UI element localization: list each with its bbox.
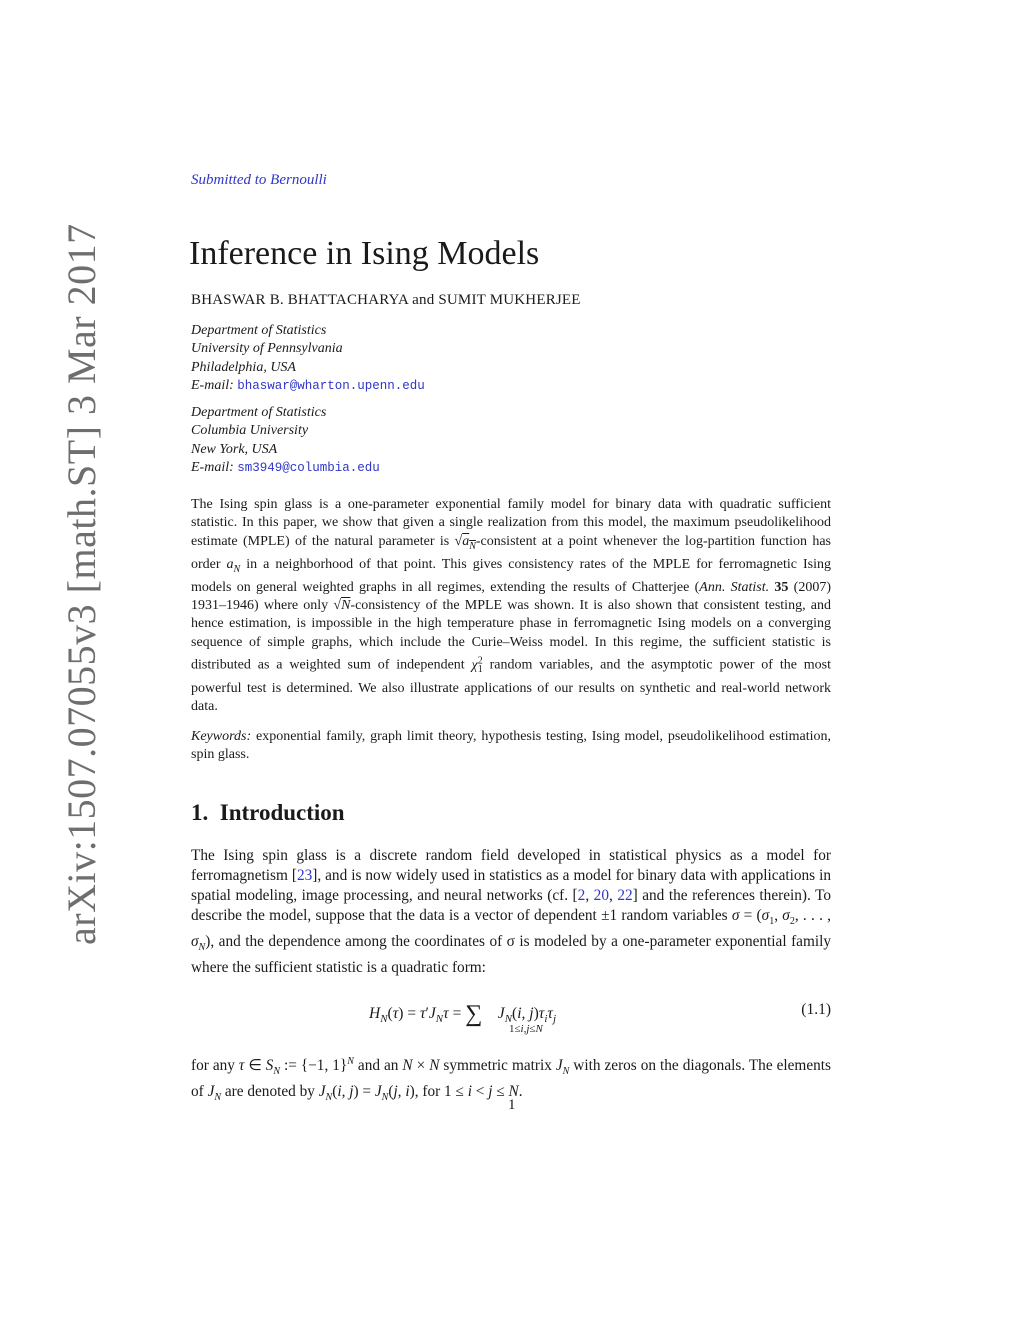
keywords [191, 728, 831, 765]
email-label: E-mail: [191, 377, 234, 393]
email-link[interactable]: sm3949@columbia.edu [237, 460, 380, 475]
citation-link[interactable]: 2 [577, 887, 586, 904]
affiliation-2 [191, 404, 380, 477]
page-number: 1 [508, 1097, 516, 1113]
affiliation-department: Department of Statistics [191, 405, 327, 420]
journal-header-link[interactable]: Submitted to Bernoulli [191, 172, 327, 188]
affiliation-department: Department of Statistics [191, 323, 327, 338]
abstract: The Ising spin glass is a one-parameter exponential family model for binary data with quadratic sufficient statistic. In this paper, we show that given a single realization from this model, the maximum pseudolikelihood estimate (MPLE) of the natural parameter is $√a_N$-consistent at a point whenever the log-partition function has order $a_N$ in a neighborhood of that point. This gives consistency rates of the MPLE for ferromagnetic Ising models on general weighted graphs in all regimes, extending the results of Chatterjee (Ann. Statist. 35 (2007) 1931–1946) where only √N-consistency of the MPLE was shown. It is also shown that consistent testing, and hence estimation, is impossible in the high temperature phase in ferromagnetic Ising models on a converging sequence of simple graphs, which include the Curie–Weiss model. In this regime, the sufficient statistic is distributed as a weighted sum of independent $\chi^2_1$ random variables, and the asymptotic power of the most powerful test is determined. We also illustrate applications of our results on synthetic and real-world network data. [191, 497, 832, 715]
affiliation-1 [191, 322, 425, 395]
paper-title: Inference in Ising Models [189, 235, 540, 272]
equation-number: (1.1) [801, 1001, 831, 1018]
equation-1-1 [191, 995, 831, 1040]
affiliation-city: Philadelphia, USA [191, 359, 296, 375]
email-link[interactable]: bhaswar@wharton.upenn.edu [237, 378, 425, 393]
affiliation-city: New York, USA [191, 441, 278, 457]
intro-paragraph-2: for any τ ∈ $S_N$ := {−1, 1}$^N$ and an N × N symmetric matrix $J_N$ with zeros on the diagonals. The elements of $J_N$ are denoted by $J_N(i$, $j) = J_N(j$, i), for 1 ≤ i < j ≤ N. [191, 1056, 831, 1104]
affiliation-university: University of Pennsylvania [191, 341, 343, 357]
citation-link[interactable]: 23 [296, 867, 313, 884]
equation-body: $H_N(\tau) = \tau'J_N\tau$ = ∑ $J_N(i$, $j)\tau_i\tau_j$ [369, 1001, 556, 1027]
author-list: BHASWAR B. BHATTACHARYA and SUMIT MUKHERJEE [191, 292, 581, 308]
intro-paragraph-1: The Ising spin glass is a discrete random field developed in statistical physics as a model for ferromagnetism [23], and is now widely used in statistics as a model for binary data with applications in spatial modeling, image processing, and neural networks (cf. [2, 20, 22] and the references therein). To describe the model, suppose that the data is a vector of dependent ±1 random variables $\sigma = (\sigma_1$, $\sigma_2$, . . . , $\sigma_N$), and the dependence among the coordinates of σ is modeled by a one-parameter exponential family where the sufficient statistic is a quadratic form: [191, 847, 832, 977]
affiliation-university: Columbia University [191, 423, 309, 439]
summation-range: 1≤i,j≤N [509, 1023, 543, 1035]
keywords-label: Keywords: [191, 729, 252, 744]
keywords-text: exponential family, graph limit theory, hypothesis testing, Ising model, pseudolikelihood estimation, spin glass. [191, 729, 831, 763]
citation-link[interactable]: 22 [617, 887, 633, 904]
citation-link[interactable]: 20 [593, 887, 609, 904]
email-label: E-mail: [191, 459, 234, 475]
section-heading: 1. Introduction [191, 800, 345, 825]
arxiv-side-label: arXiv:1507.07055v3 [math.ST] 3 Mar 2017 [59, 223, 104, 945]
